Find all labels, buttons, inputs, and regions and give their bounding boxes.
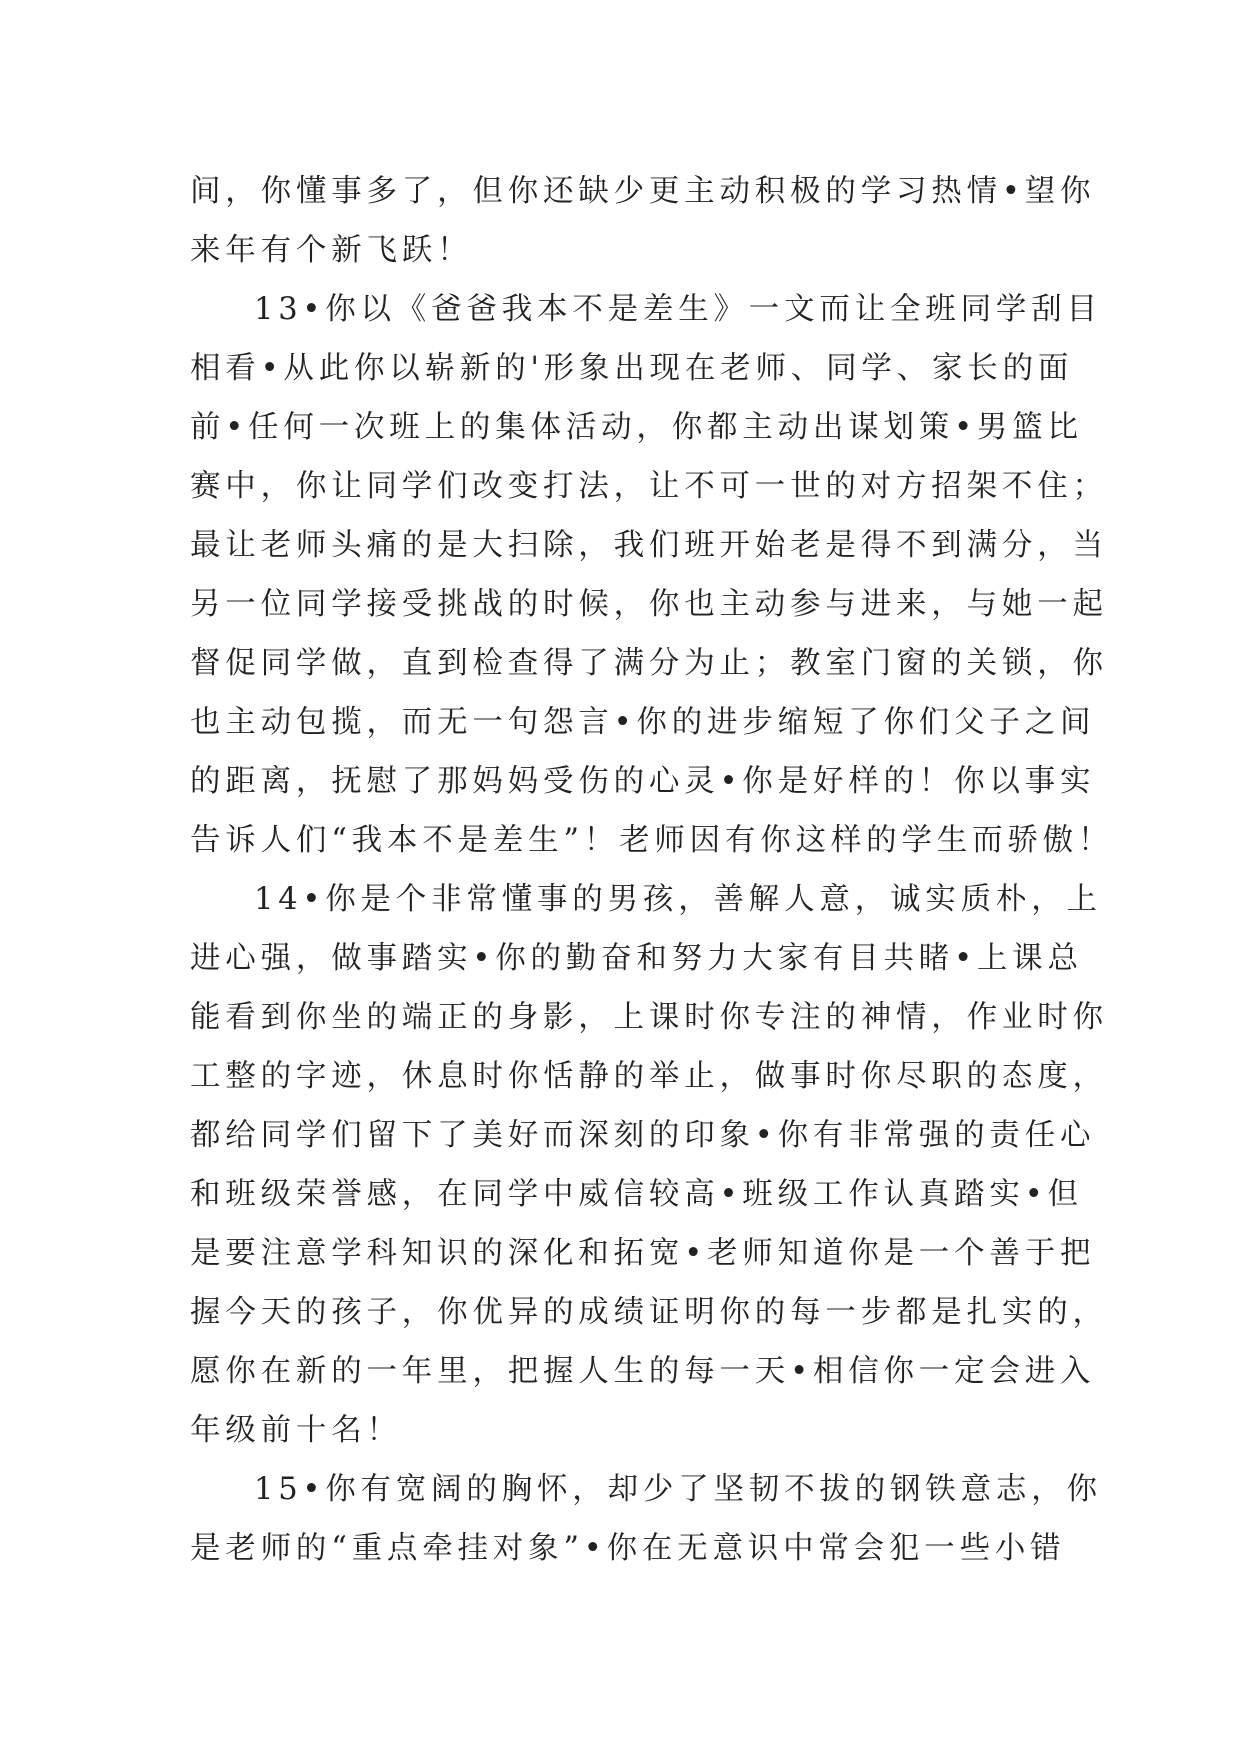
text-line: 间，你懂事多了，但你还缺少更主动积极的学习热情•望你 (190, 174, 1096, 209)
text-line: 告诉人们“我本不是差生”！老师因有你这样的学生而骄傲！ (190, 823, 1114, 858)
text-line: 能看到你坐的端正的身影，上课时你专注的神情，作业时你 (190, 1000, 1108, 1035)
text-line: 是老师的“重点牵挂对象”•你在无意识中常会犯一些小错 (190, 1531, 1066, 1566)
text-line: 赛中，你让同学们改变打法，让不可一世的对方招架不住； (190, 469, 1108, 504)
text-line: 前•任何一次班上的集体活动，你都主动出谋划策•男篮比 (190, 410, 1083, 445)
text-line: 工整的字迹，休息时你恬静的举止，做事时你尽职的态度， (190, 1059, 1108, 1094)
text-line: 的距离，抚慰了那妈妈受伤的心灵•你是好样的！你以事实 (190, 764, 1096, 799)
text-line: 相看•从此你以崭新的'形象出现在老师、同学、家长的面 (190, 351, 1074, 386)
text-line: 来年有个新飞跃！ (190, 233, 473, 268)
text-line: 另一位同学接受挑战的时候，你也主动参与进来，与她一起 (190, 587, 1108, 622)
paragraph-14-start: 14•你是个非常懂事的男孩，善解人意，诚实质朴，上 (254, 882, 1102, 917)
paragraph-13-start: 13•你以《爸爸我本不是差生》一文而让全班同学刮目 (254, 292, 1102, 327)
text-line: 督促同学做，直到检查得了满分为止；教室门窗的关锁，你 (190, 646, 1108, 681)
text-line: 愿你在新的一年里，把握人生的每一天•相信你一定会进入 (190, 1354, 1096, 1389)
text-line: 也主动包揽，而无一句怨言•你的进步缩短了你们父子之间 (190, 705, 1096, 740)
text-line: 都给同学们留下了美好而深刻的印象•你有非常强的责任心 (190, 1118, 1096, 1153)
paragraph-15-start: 15•你有宽阔的胸怀，却少了坚韧不拔的钢铁意志，你 (254, 1472, 1102, 1507)
text-line: 和班级荣誉感，在同学中威信较高•班级工作认真踏实•但 (190, 1177, 1083, 1212)
text-line: 握今天的孩子，你优异的成绩证明你的每一步都是扎实的， (190, 1295, 1108, 1330)
document-body (190, 162, 1114, 1578)
text-line: 最让老师头痛的是大扫除，我们班开始老是得不到满分，当 (190, 528, 1108, 563)
text-line: 年级前十名！ (190, 1413, 402, 1448)
text-line: 进心强，做事踏实•你的勤奋和努力大家有目共睹•上课总 (190, 941, 1083, 976)
text-line: 是要注意学科知识的深化和拓宽•老师知道你是一个善于把 (190, 1236, 1096, 1271)
